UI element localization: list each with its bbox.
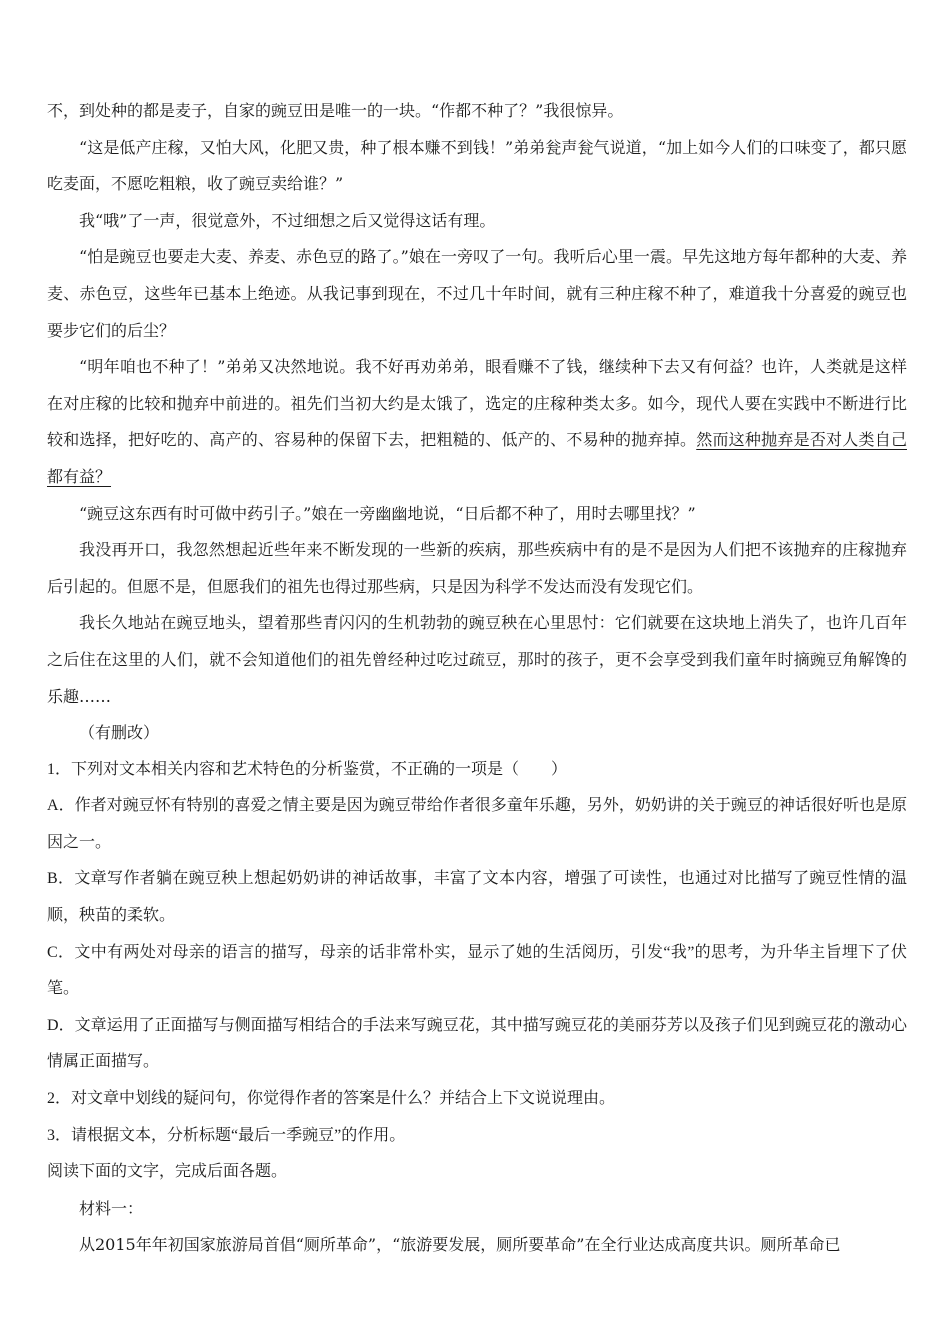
passage-paragraph: 我没再开口，我忽然想起近些年来不断发现的一些新的疾病，那些疾病中有的是不是因为人们把不该抛弃的庄稼抛弃后引起的。但愿不是，但愿我们的祖先也得过那些病，只是因为科学不发达而没有发现它们。 [47, 540, 907, 596]
question-2: 2．对文章中划线的疑问句，你觉得作者的答案是什么？并结合上下文说说理由。 [47, 1090, 616, 1108]
passage-paragraph: “怕是豌豆也要走大麦、养麦、赤色豆的路了。”娘在一旁叹了一句。我听后心里一震。早先这地方每年都种的大麦、养麦、赤色豆，这些年已基本上绝迹。从我记事到现在，不过几十年时间，就有三种庄稼不种了，难道我十分喜爱的豌豆也要步它们的后尘？ [47, 247, 907, 340]
passage-paragraph [47, 349, 907, 495]
material-label: 材料一： [79, 1198, 144, 1218]
passage-paragraph: 不，到处种的都是麦子，自家的豌豆田是唯一的一块。“作都不种了？”我很惊异。 [47, 101, 624, 120]
question-1: 1．下列对文本相关内容和艺术特色的分析鉴赏，不正确的一项是（ ） [47, 760, 568, 778]
underlined-question: 然而这种抛弃是否对人类自己都有益？ [47, 430, 907, 486]
passage-paragraph: 我“哦”了一声，很觉意外，不过细想之后又觉得这话有理。 [79, 210, 496, 230]
option-d: D．文章运用了正面描写与侧面描写相结合的手法来写豌豆花，其中描写豌豆花的美丽芬芳以及孩子们见到豌豆花的激动心情属正面描写。 [47, 1016, 907, 1071]
passage-paragraph: “这是低产庄稼，又怕大风，化肥又贵，种了根本赚不到钱！”弟弟瓮声瓮气说道，“加上如今人们的口味变了，都只愿吃麦面，不愿吃粗粮，收了豌豆卖给谁？” [47, 137, 907, 194]
passage-text: “明年咱也不种了！”弟弟又决然地说。我不好再劝弟弟，眼看赚不了钱，继续种下去又有何益？也许，人类就是这样在对庄稼的比较和抛弃中前进的。祖先们当初大约是太饿了，选定的庄稼种类太多。如今，现代人要在实践中不断进行比较和选择，把好吃的、高产的、容易种的保留下去，把粗糙的、低产的、不易种的抛弃掉。 [47, 357, 907, 450]
option-a: A．作者对豌豆怀有特别的喜爱之情主要是因为豌豆带给作者很多童年乐趣，另外，奶奶讲的关于豌豆的神话很好听也是原因之一。 [47, 797, 907, 851]
edit-note: （有删改） [79, 723, 160, 743]
reading-instruction: 阅读下面的文字，完成后面各题。 [47, 1163, 288, 1181]
passage-paragraph: “豌豆这东西有时可做中药引子。”娘在一旁幽幽地说，“日后都不种了，用时去哪里找？” [79, 503, 696, 523]
material-text: 从2015年年初国家旅游局首倡“厕所革命”，“旅游要发展，厕所要革命”在全行业达成高度共识。厕所革命已 [79, 1235, 841, 1255]
option-b: B．文章写作者躺在豌豆秧上想起奶奶讲的神话故事，丰富了文本内容，增强了可读性，也通过对比描写了豌豆性情的温顺，秧苗的柔软。 [47, 870, 907, 925]
option-c: C．文中有两处对母亲的语言的描写，母亲的话非常朴实，显示了她的生活阅历，引发“我”的思考，为升华主旨埋下了伏笔。 [47, 943, 907, 998]
document-page [47, 93, 907, 1264]
question-3: 3．请根据文本，分析标题“最后一季豌豆”的作用。 [47, 1126, 406, 1144]
passage-paragraph: 我长久地站在豌豆地头，望着那些青闪闪的生机勃勃的豌豆秧在心里思忖：它们就要在这块地上消失了，也许几百年之后住在这里的人们，就不会知道他们的祖先曾经种过吃过疏豆，那时的孩子，更不会享受到我们童年时摘豌豆角解馋的乐趣…… [47, 613, 907, 706]
